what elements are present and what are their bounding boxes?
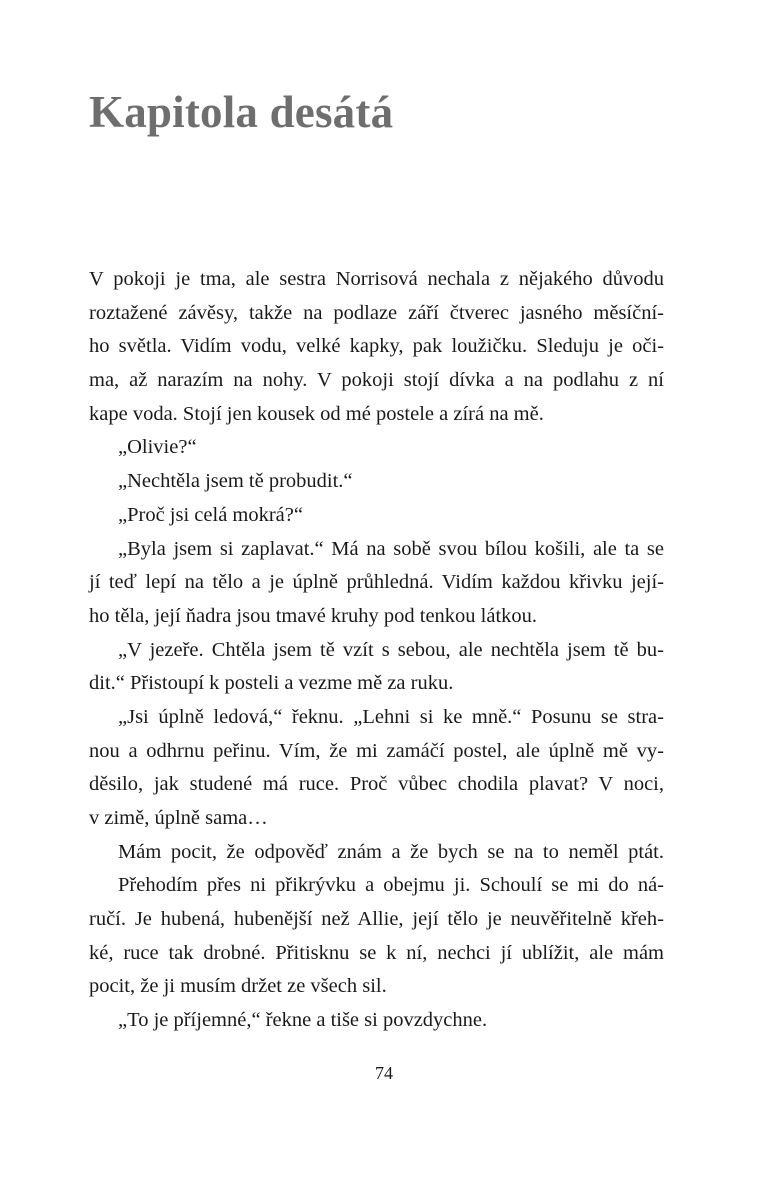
text-line: ké, ruce tak drobné. Přitisknu se k ní, nechci jí ublížit, ale mám — [89, 941, 664, 964]
text-line: ma, až narazím na nohy. V pokoji stojí dívka a na podlahu z ní — [89, 369, 664, 392]
text-line: nou a odhrnu peřinu. Vím, že mi zamáčí postel, ale úplně mě vy- — [89, 739, 664, 762]
text-line: „Byla jsem si zaplavat.“ Má na sobě svou bílou košili, ale ta se — [118, 537, 664, 560]
text-line: dit.“ Přistoupí k posteli a vezme mě za ruku. — [89, 672, 454, 695]
text-line: jí teď lepí na tělo a je úplně průhledná. Vidím každou křivku její- — [89, 571, 664, 594]
text-line: ho světla. Vidím vodu, velké kapky, pak loužičku. Sleduju je oči- — [89, 335, 664, 358]
text-line: roztažené závěsy, takže na podlaze září čtverec jasného měsíční- — [89, 301, 664, 324]
text-line: v zimě, úplně sama… — [89, 807, 268, 829]
body-text — [89, 263, 664, 1038]
text-line: Přehodím přes ni přikrývku a obejmu ji. Schoulí se mi do ná- — [118, 874, 664, 897]
text-line: „Jsi úplně ledová,“ řeknu. „Lehni si ke mně.“ Posunu se stra- — [118, 705, 664, 728]
text-line: kape voda. Stojí jen kousek od mé postele a zírá na mě. — [89, 402, 544, 425]
text-line: „Olivie?“ — [118, 436, 197, 459]
chapter-title: Kapitola desátá — [89, 87, 394, 137]
text-line: Mám pocit, že odpověď znám a že bych se na to neměl ptát. — [118, 840, 664, 863]
text-line: „Nechtěla jsem tě probudit.“ — [118, 470, 353, 493]
text-line: „V jezeře. Chtěla jsem tě vzít s sebou, ale nechtěla jsem tě bu- — [118, 638, 664, 661]
text-line: pocit, že ji musím držet ze všech sil. — [89, 975, 387, 998]
text-line: V pokoji je tma, ale sestra Norrisová nechala z nějakého důvodu — [89, 268, 664, 290]
text-line: ručí. Je hubená, hubenější než Allie, její tělo je neuvěřitelně křeh- — [89, 908, 664, 931]
page-number: 74 — [375, 1063, 393, 1083]
text-line: „Proč jsi celá mokrá?“ — [118, 503, 303, 526]
text-line: ho těla, její ňadra jsou tmavé kruhy pod tenkou látkou. — [89, 604, 538, 627]
text-line: „To je příjemné,“ řekne a tiše si povzdychne. — [118, 1009, 488, 1032]
text-line: děsilo, jak studené má ruce. Proč vůbec chodila plavat? V noci, — [89, 773, 664, 796]
